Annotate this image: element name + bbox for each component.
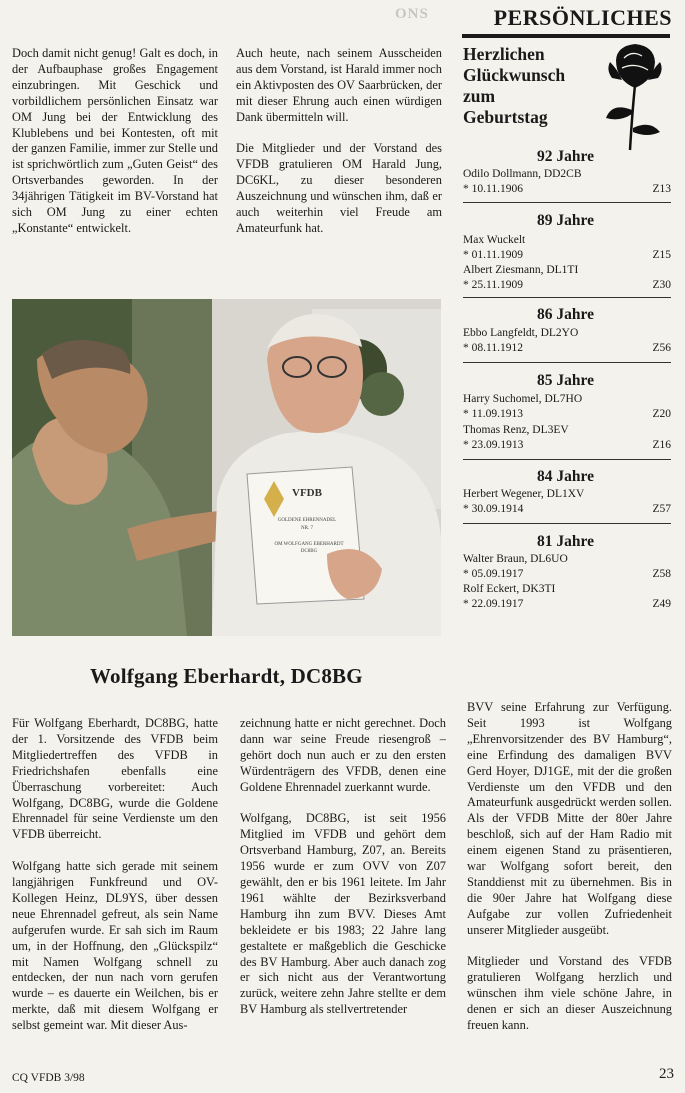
person-name: Herbert Wegener, DL1XV — [463, 488, 585, 500]
district-code: Z15 — [652, 249, 671, 261]
divider — [463, 297, 671, 298]
birthday-entry — [463, 326, 671, 356]
divider — [463, 523, 671, 524]
district-code: Z13 — [652, 183, 671, 195]
person-name: Harry Suchomel, DL7HO — [463, 393, 583, 405]
district-code: Z57 — [652, 503, 671, 515]
age-heading: 86 Jahre — [537, 306, 594, 323]
person-name: Thomas Renz, DL3EV — [463, 424, 569, 436]
heading-line: zum — [463, 86, 496, 106]
certificate-line: DC8BG — [300, 549, 318, 554]
birthday-entry — [463, 582, 671, 612]
age-heading: 81 Jahre — [537, 533, 594, 550]
birthday-entry — [463, 423, 671, 453]
person-date: * 25.11.1909 — [463, 279, 523, 291]
section-title: PERSÖNLICHES — [493, 5, 672, 30]
person-date: * 22.09.1917 — [463, 598, 524, 610]
header-rule — [462, 34, 670, 38]
heading-line: Geburtstag — [463, 107, 548, 127]
divider — [463, 202, 671, 203]
age-heading: 84 Jahre — [537, 468, 594, 485]
birthday-entry — [463, 233, 671, 263]
person-date: * 08.11.1912 — [463, 342, 523, 354]
person-name: Rolf Eckert, DK3TI — [463, 583, 556, 595]
person-name: Ebbo Langfeldt, DL2YO — [463, 327, 579, 339]
person-name: Max Wuckelt — [463, 234, 526, 246]
birthday-entry — [463, 167, 671, 197]
photo-illustration — [12, 299, 441, 636]
certificate-line: GOLDENE EHRENNADEL — [277, 518, 337, 523]
paragraph: Die Mitglieder und der Vorstand des VFDB gratulieren OM Harald Jung, DC6KL, zu dieser besonderen Auszeichnung und wünschen ihm, daß er auch weiterhin viel Freude am Amateurfunk hat. — [236, 141, 442, 235]
age-heading: 89 Jahre — [537, 212, 594, 229]
top-column-2 — [236, 46, 442, 253]
birthday-entry — [463, 392, 671, 422]
person-date: * 30.09.1914 — [463, 503, 524, 515]
person-date: * 05.09.1917 — [463, 568, 524, 580]
certificate-line: NR. 7 — [301, 526, 313, 531]
article-column-1 — [12, 716, 218, 1050]
heading-line: Glückwunsch — [463, 65, 566, 85]
article-title: Wolfgang Eberhardt, DC8BG — [90, 664, 363, 688]
person-name: Albert Ziesmann, DL1TI — [463, 264, 579, 276]
heading-line: Herzlichen — [463, 44, 545, 64]
paragraph: Wolfgang hatte sich gerade mit seinem langjährigen Funkfreund und OV-Kollegen Heinz, DL9YS, über dessen neue Ehrennadel gefreut, als sein Name aufgerufen wurde. Er sah sich im Raum um, in der Hoffnung, den „Glückspilz“ mit Namen Wolfgang schnell zu entdecken, der nun nach vorn gerufen wurde – es dauerte ein Weilchen, bis er merkte, daß mit diesem Wolfgang er selbst gemeint war. Mit dieser Aus- — [12, 859, 218, 1033]
age-heading: 92 Jahre — [537, 148, 594, 165]
district-code: Z20 — [652, 408, 671, 420]
paragraph: Wolfgang, DC8BG, ist seit 1956 Mitglied im VFDB und gehört dem Ortsverband Hamburg, Z07, an. Bereits 1956 wurde er zum OVV von Z07 gewählt, den er bis 1961 leitete. Im Jahr 1961 wählte der Bezirksverband Hamburg ihn zum BVV. Dieses Amt bekleidete er bis 1983; 22 Jahre lang gestaltete er maßgeblich die Geschicke des BV Hamburg. Aber auch danach zog er sich nicht aus der Verantwortung zurück, weitere zehn Jahre stellte er dem BV Hamburg als stellvertretender — [240, 811, 446, 1017]
article-column-3 — [467, 700, 672, 1050]
paragraph: BVV seine Erfahrung zur Verfügung. Seit 1993 ist Wolfgang „Ehrenvorsitzender des BV Hamburg“, eine Erfindung des damaligen BVV Gerd Hoyer, DJ1GE, mit der die großen Verdienste um den VFDB und den Amateurfunk ausgedrückt werden sollen. Als der VFDB Mitte der 80er Jahre beschloß, sich auf der Ham Radio mit einem eigenen Stand zu präsentieren, war Wolfgang sofort bereit, den Standdienst mit zu übernehmen. Bis in die 90er Jahre hat Wolfgang diese Aufgabe zur vollen Zufriedenheit unserer Mitglieder ausgeübt. — [467, 700, 672, 937]
birthday-heading — [463, 44, 565, 128]
age-heading: 85 Jahre — [537, 372, 594, 389]
paragraph: zeichnung hatte er nicht gerechnet. Doch dann war seine Freude riesengroß – gehört doch nun auch er zu den ersten Würdenträgern des VFDB, denen eine Goldene Ehrennadel zuerkannt wurde. — [240, 716, 446, 794]
district-code: Z56 — [652, 342, 671, 354]
birthday-entry — [463, 263, 671, 293]
person-date: * 11.09.1913 — [463, 408, 523, 420]
birthday-entry — [463, 487, 671, 517]
paragraph: Doch damit nicht genug! Galt es doch, in der Aufbauphase großes Engagement einzubringen. Mit Geschick und vorbildlichem persönlichen Einsatz war OM Jung bei der Entwicklung des Klublebens und bei Kontesten, oft mit der ganzen Familie, immer zur Stelle und ist sprichwörtlich zum „Guten Geist“ des Ortsverbandes geworden. In der 34jährigen Tätigkeit im BV-Vorstand hat sich OM Jung zu einer echten „Konstante“ entwickelt. — [12, 46, 218, 235]
page-number: 23 — [659, 1066, 674, 1082]
certificate-title: VFDB — [292, 487, 322, 499]
person-name: Walter Braun, DL6UO — [463, 553, 568, 565]
paragraph: Mitglieder und Vorstand des VFDB gratulieren Wolfgang herzlich und wünschen ihm viele schöne Jahre, in denen er sich an dieser Auszeichnung freuen kann. — [467, 954, 672, 1033]
issue-footer: CQ VFDB 3/98 — [12, 1072, 85, 1084]
district-code: Z30 — [652, 279, 671, 291]
article-column-2 — [240, 716, 446, 1034]
district-code: Z16 — [652, 439, 671, 451]
rose-icon — [602, 40, 668, 152]
divider — [463, 362, 671, 363]
person-name: Odilo Dollmann, DD2CB — [463, 168, 582, 180]
person-date: * 23.09.1913 — [463, 439, 524, 451]
faded-header-text: ONS — [395, 6, 429, 22]
top-column-1 — [12, 46, 218, 253]
divider — [463, 459, 671, 460]
district-code: Z49 — [652, 598, 671, 610]
person-date: * 10.11.1906 — [463, 183, 523, 195]
paragraph: Auch heute, nach seinem Ausscheiden aus dem Vorstand, ist Harald immer noch ein Aktivposten des OV Saarbrücken, der mit dieser Ehrung auch einen würdigen Dank übermitteln will. — [236, 46, 442, 124]
district-code: Z58 — [652, 568, 671, 580]
certificate-line: OM WOLFGANG EBERHARDT — [274, 542, 344, 547]
birthday-entry — [463, 552, 671, 582]
person-date: * 01.11.1909 — [463, 249, 523, 261]
award-photo — [12, 299, 441, 636]
paragraph: Für Wolfgang Eberhardt, DC8BG, hatte der 1. Vorsitzende des VFDB beim Mitgliedertreffen des VFDB in Friedrichshafen ebenfalls eine Überraschung vorbereitet: Auch Wolfgang, DC8BG, wurde die Goldene Ehrennadel für seine Verdienste um den VFDB überreicht. — [12, 716, 218, 842]
